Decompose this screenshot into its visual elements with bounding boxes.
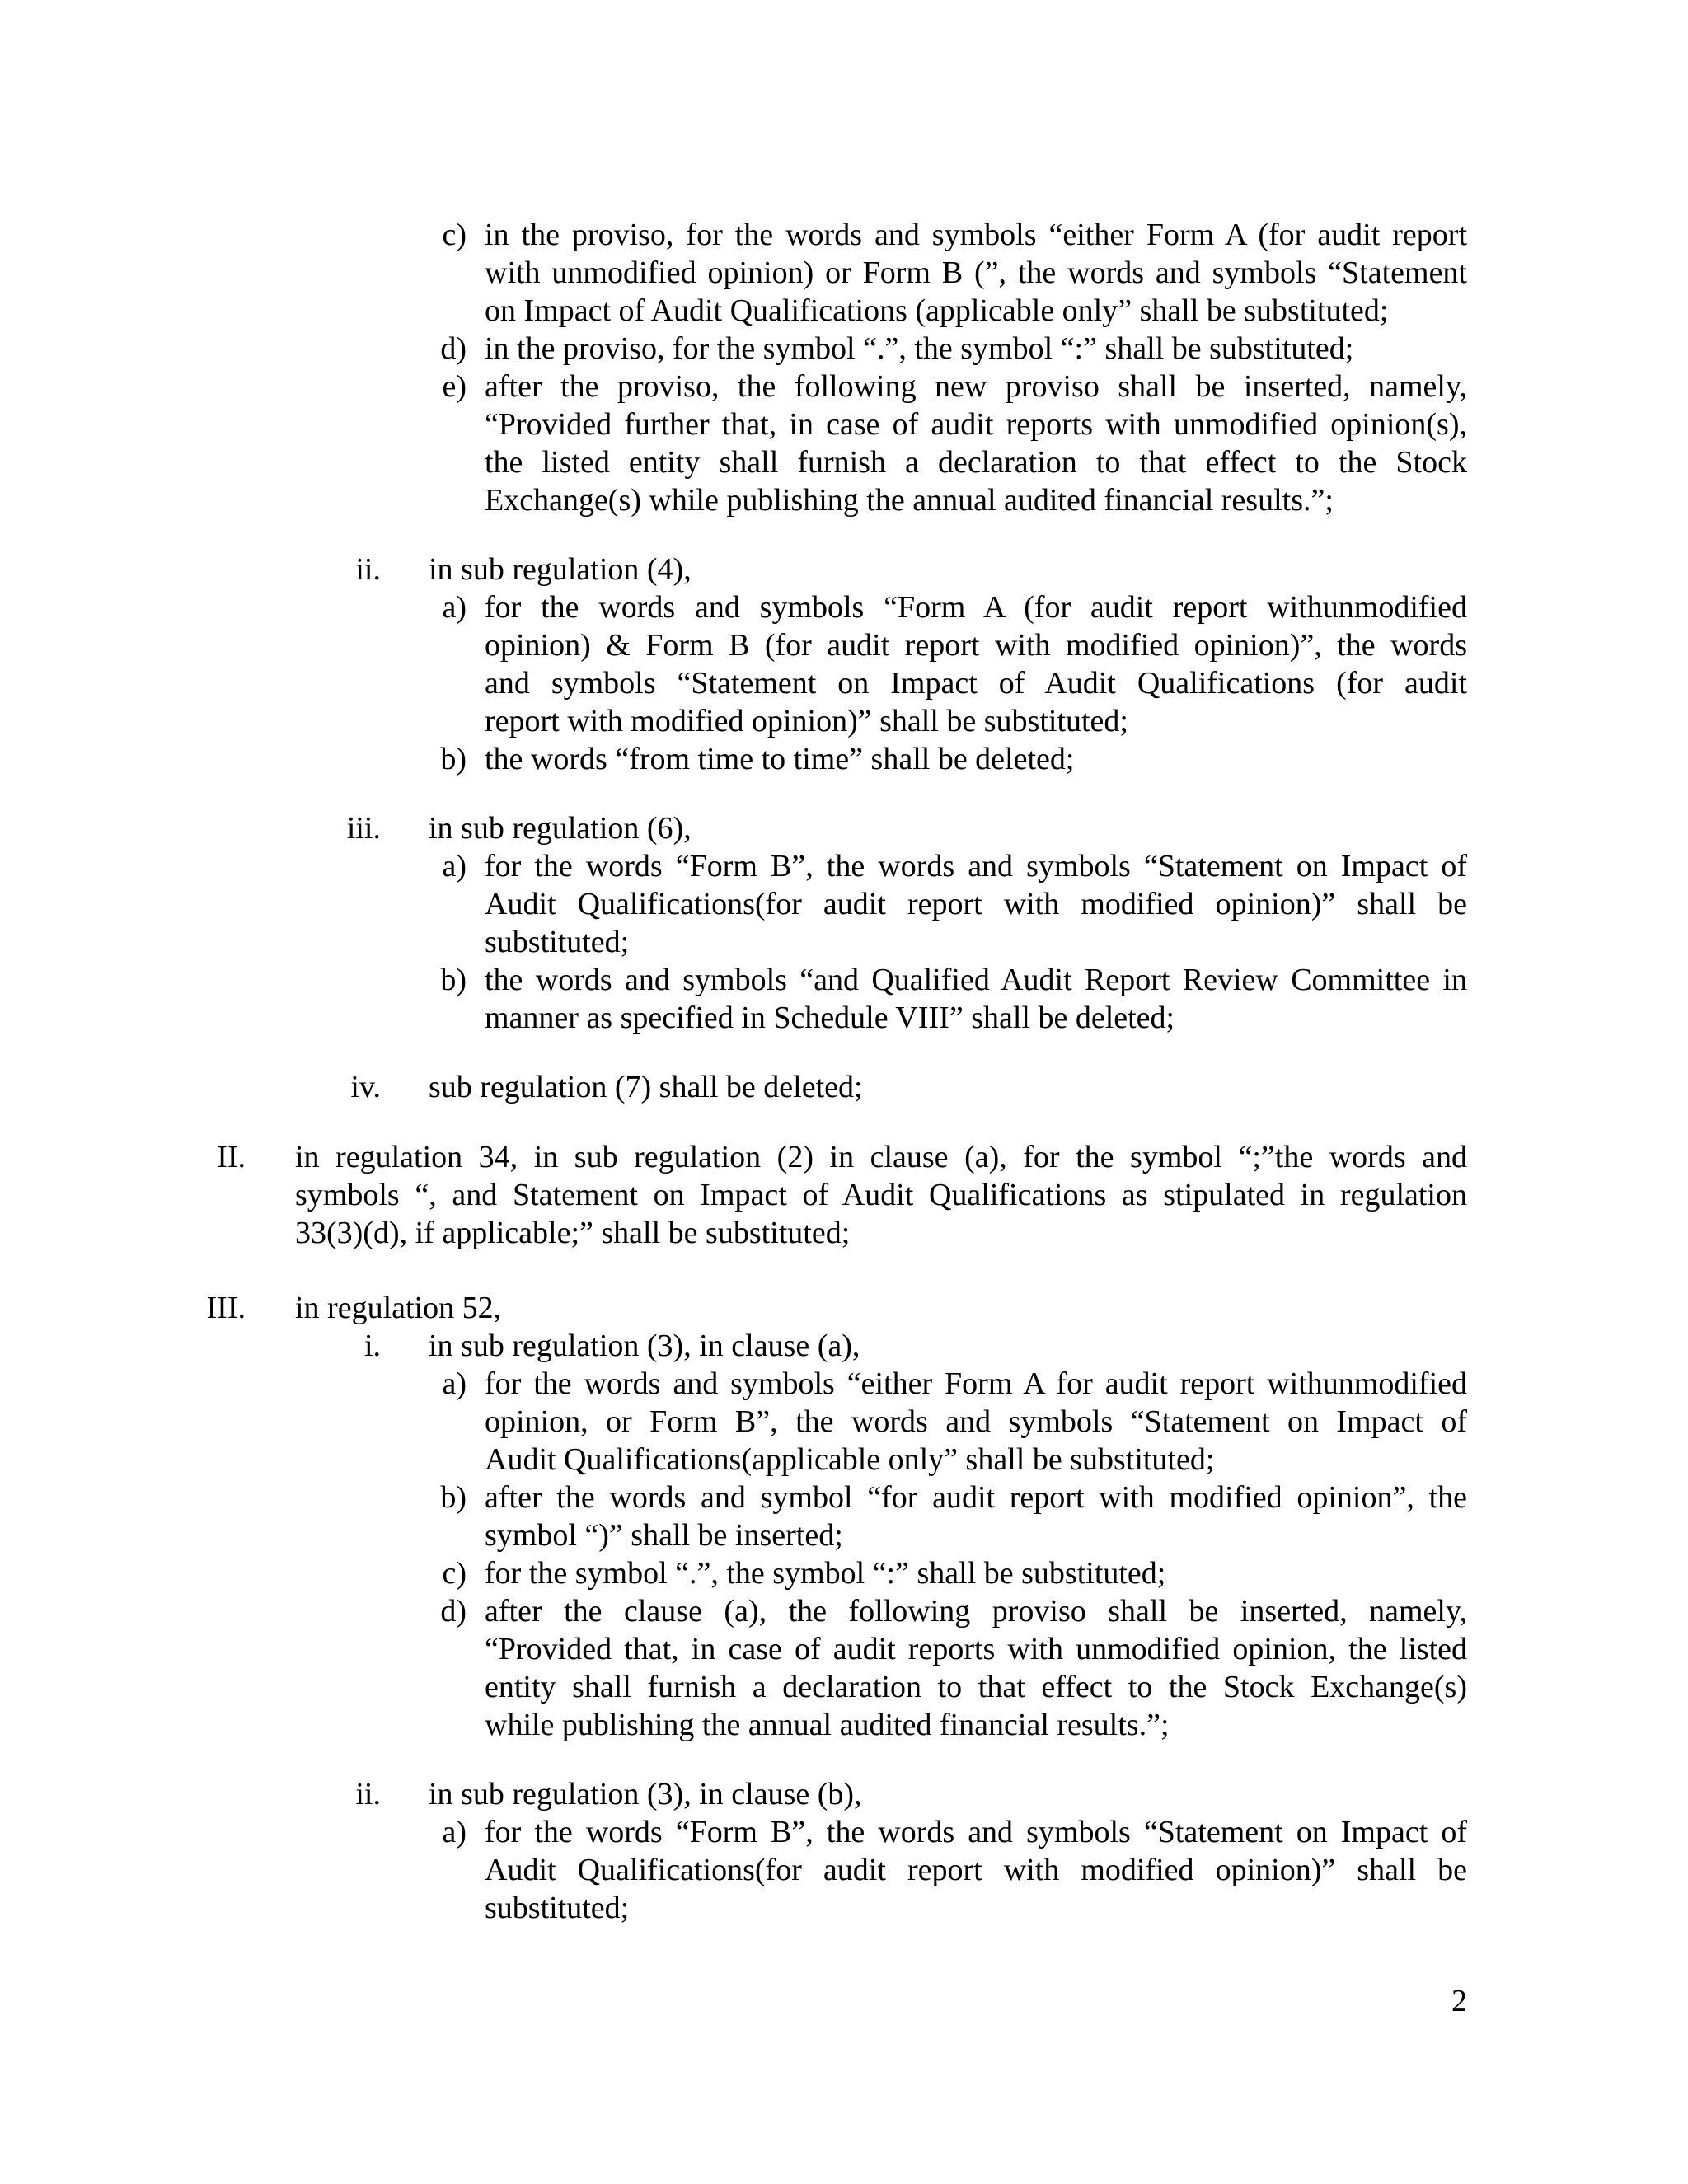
list-item-line: entity shall furnish a declaration to that effect to the Stock Exchange(s) [485, 1670, 1467, 1704]
list-marker: d) [440, 331, 467, 366]
list-item-line: with unmodified opinion) or Form B (”, the words and symbols “Statement [485, 255, 1467, 290]
list-item-line: for the words and symbols “Form A (for audit report withunmodified [485, 590, 1467, 625]
list-item-line: in regulation 34, in sub regulation (2) in clause (a), for the symbol “;”the words and [295, 1140, 1467, 1174]
list-marker: iv. [350, 1070, 381, 1104]
list-marker: ii. [355, 552, 381, 587]
list-item-line: Exchange(s) while publishing the annual audited financial results.”; [485, 483, 1334, 518]
list-item-line: for the words “Form B”, the words and symbols “Statement on Impact of [485, 1815, 1467, 1849]
list-item-line: in sub regulation (4), [429, 552, 692, 587]
list-marker: a) [442, 590, 467, 625]
list-item-line: in sub regulation (3), in clause (a), [429, 1329, 860, 1363]
list-item-line: for the words “Form B”, the words and symbols “Statement on Impact of [485, 849, 1467, 883]
list-item-line: in the proviso, for the symbol “.”, the symbol “:” shall be substituted; [485, 331, 1354, 366]
list-item-line: Audit Qualifications(for audit report with modified opinion)” shall be [485, 887, 1467, 921]
list-marker: a) [442, 1366, 467, 1401]
list-marker: iii. [346, 811, 381, 846]
list-marker: e) [442, 369, 467, 404]
list-item-line: for the symbol “.”, the symbol “:” shall be substituted; [485, 1556, 1166, 1591]
list-marker: II. [217, 1140, 246, 1174]
list-marker: ii. [355, 1777, 381, 1811]
list-marker: b) [440, 742, 467, 776]
list-marker: b) [440, 1480, 467, 1515]
list-item-line: after the proviso, the following new proviso shall be inserted, namely, [485, 369, 1467, 404]
list-item-line: symbols “, and Statement on Impact of Audit Qualifications as stipulated in regulation [295, 1178, 1467, 1212]
list-marker: b) [440, 963, 467, 997]
list-item-line: substituted; [485, 925, 630, 959]
list-item-line: the listed entity shall furnish a declaration to that effect to the Stock [485, 445, 1467, 480]
list-item-line: for the words and symbols “either Form A for audit report withunmodified [485, 1366, 1467, 1401]
list-item-line: in sub regulation (3), in clause (b), [429, 1777, 862, 1811]
list-item-line: manner as specified in Schedule VIII” shall be deleted; [485, 1001, 1175, 1035]
list-marker: III. [206, 1291, 246, 1325]
list-item-line: after the words and symbol “for audit report with modified opinion”, the [485, 1480, 1467, 1515]
list-item-line: “Provided further that, in case of audit reports with unmodified opinion(s), [485, 407, 1467, 442]
list-item-line: in the proviso, for the words and symbols “either Form A (for audit report [485, 218, 1467, 252]
list-item-line: on Impact of Audit Qualifications (applicable only” shall be substituted; [485, 293, 1389, 328]
list-marker: i. [363, 1329, 381, 1363]
list-marker: d) [440, 1594, 467, 1629]
list-item-line: the words “from time to time” shall be deleted; [485, 742, 1075, 776]
list-item-line: report with modified opinion)” shall be substituted; [485, 704, 1128, 738]
list-item-line: and symbols “Statement on Impact of Audit Qualifications (for audit [485, 666, 1467, 701]
list-item-line: substituted; [485, 1891, 630, 1925]
list-item-line: Audit Qualifications(applicable only” shall be substituted; [485, 1442, 1215, 1477]
list-item-line: sub regulation (7) shall be deleted; [429, 1070, 863, 1104]
list-item-line: opinion) & Form B (for audit report with modified opinion)”, the words [485, 628, 1467, 663]
list-item-line: in sub regulation (6), [429, 811, 692, 846]
list-marker: c) [442, 218, 467, 252]
list-item-line: Audit Qualifications(for audit report with modified opinion)” shall be [485, 1853, 1467, 1887]
list-item-line: while publishing the annual audited financial results.”; [485, 1708, 1170, 1742]
list-item-line: in regulation 52, [295, 1291, 502, 1325]
list-item-line: the words and symbols “and Qualified Audit Report Review Committee in [485, 963, 1467, 997]
list-marker: a) [442, 1815, 467, 1849]
list-marker: c) [442, 1556, 467, 1591]
list-item-line: “Provided that, in case of audit reports with unmodified opinion, the listed [485, 1632, 1467, 1666]
list-item-line: opinion, or Form B”, the words and symbols “Statement on Impact of [485, 1404, 1467, 1439]
list-marker: a) [442, 849, 467, 883]
page-number: 2 [1451, 1984, 1467, 2018]
list-item-line: symbol “)” shall be inserted; [485, 1518, 843, 1553]
list-item-line: 33(3)(d), if applicable;” shall be substituted; [295, 1216, 851, 1250]
list-item-line: after the clause (a), the following proviso shall be inserted, namely, [485, 1594, 1467, 1629]
